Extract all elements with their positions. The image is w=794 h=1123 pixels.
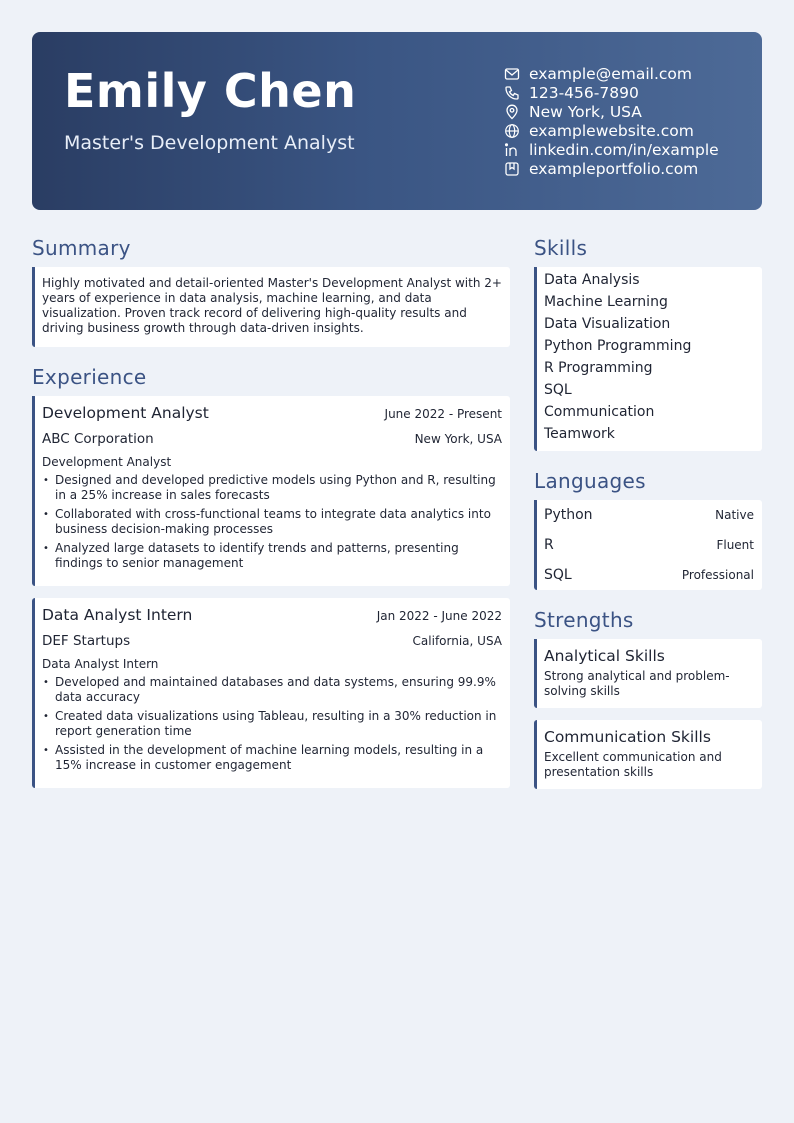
language-level: Fluent	[716, 538, 754, 552]
list-item: • Developed and maintained databases and data systems, ensuring 99.9% data accuracy	[42, 675, 502, 705]
strength-title: Communication Skills	[544, 728, 711, 746]
strengths-heading: Strengths	[534, 608, 634, 632]
job-location: California, USA	[412, 634, 502, 648]
job-title: Data Analyst Intern	[42, 606, 193, 624]
strength-title: Analytical Skills	[544, 647, 665, 665]
skill-item: SQL	[544, 382, 572, 398]
strength-card	[534, 639, 762, 708]
summary-text: Highly motivated and detail-oriented Master's Development Analyst with 2+ years of experience in data analysis, machine learning, and data visualization. Proven track record of delivering high-quality results and driving business growth through data-driven insights.	[42, 276, 502, 335]
skill-item: Data Analysis	[544, 272, 640, 288]
list-item: • Collaborated with cross-functional teams to integrate data analytics into business decision-making processes	[42, 507, 502, 537]
contact-portfolio-text: exampleportfolio.com	[529, 159, 699, 178]
languages-heading: Languages	[534, 469, 646, 493]
contact-phone-text: 123-456-7890	[529, 83, 639, 102]
list-item: • Analyzed large datasets to identify trends and patterns, presenting findings to senior management	[42, 541, 502, 571]
job-title: Development Analyst	[42, 404, 209, 422]
resume-header	[32, 32, 762, 210]
language-name: SQL	[544, 567, 572, 583]
contact-location-text: New York, USA	[529, 102, 642, 121]
summary-heading: Summary	[32, 236, 131, 260]
language-level: Native	[715, 508, 754, 522]
company-name: ABC Corporation	[42, 431, 154, 447]
summary-card	[32, 267, 510, 347]
contact-website-text: examplewebsite.com	[529, 121, 694, 140]
job-subrole: Data Analyst Intern	[42, 657, 159, 671]
languages-card	[534, 500, 762, 590]
language-name: R	[544, 537, 554, 553]
language-row	[537, 530, 762, 560]
contact-email[interactable]	[504, 64, 754, 83]
contact-phone[interactable]	[504, 83, 754, 102]
contact-linkedin[interactable]	[504, 140, 754, 159]
experience-card	[32, 396, 510, 586]
language-row	[537, 500, 762, 530]
portfolio-icon	[504, 161, 520, 177]
skill-item: R Programming	[544, 360, 653, 376]
contact-location	[504, 102, 754, 121]
contact-list	[504, 64, 754, 178]
skill-item: Machine Learning	[544, 294, 668, 310]
language-level: Professional	[681, 568, 754, 582]
location-icon	[504, 104, 520, 120]
skill-item: Data Visualization	[544, 316, 671, 332]
skill-item: Teamwork	[544, 426, 615, 442]
experience-card	[32, 598, 510, 788]
contact-portfolio[interactable]	[504, 159, 754, 178]
skill-item: Communication	[544, 404, 655, 420]
job-location: New York, USA	[414, 432, 502, 446]
strength-desc: Excellent communication and presentation skills	[544, 750, 722, 779]
list-item: • Designed and developed predictive models using Python and R, resulting in a 25% increase in sales forecasts	[42, 473, 502, 503]
strength-desc: Strong analytical and problem-solving skills	[544, 669, 730, 698]
candidate-role: Master's Development Analyst	[64, 132, 355, 154]
strength-card	[534, 720, 762, 789]
skills-card	[534, 267, 762, 451]
mail-icon	[504, 66, 520, 82]
list-item: • Created data visualizations using Tableau, resulting in a 30% reduction in report generation time	[42, 709, 502, 739]
skill-item: Python Programming	[544, 338, 692, 354]
contact-email-text: example@email.com	[529, 64, 692, 83]
job-bullets	[42, 473, 502, 571]
company-name: DEF Startups	[42, 633, 131, 649]
job-dates: June 2022 - Present	[384, 407, 502, 421]
candidate-name: Emily Chen	[64, 64, 357, 118]
phone-icon	[504, 85, 520, 101]
job-dates: Jan 2022 - June 2022	[376, 609, 502, 623]
job-subrole: Development Analyst	[42, 455, 172, 469]
list-item: • Assisted in the development of machine learning models, resulting in a 15% increase in customer engagement	[42, 743, 502, 773]
job-bullets	[42, 675, 502, 773]
linkedin-icon	[504, 142, 520, 158]
globe-icon	[504, 123, 520, 139]
contact-website[interactable]	[504, 121, 754, 140]
contact-linkedin-text: linkedin.com/in/example	[529, 140, 719, 159]
language-name: Python	[544, 507, 593, 523]
experience-heading: Experience	[32, 365, 147, 389]
language-row	[537, 560, 762, 590]
skills-heading: Skills	[534, 236, 588, 260]
